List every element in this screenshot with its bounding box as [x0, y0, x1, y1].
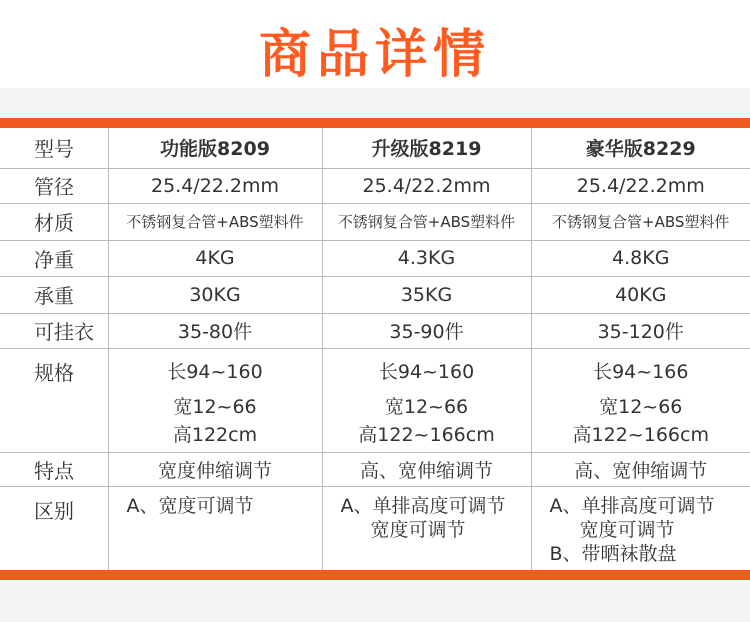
accent-band-top [0, 118, 750, 128]
model-name: 升级版8219 [322, 128, 531, 168]
table-cell: 35KG [322, 276, 531, 313]
table-cell [531, 486, 750, 570]
table-cell: 30KG [108, 276, 322, 313]
table-cell: 4KG [108, 240, 322, 276]
spec-line: 高122~166cm [358, 423, 495, 446]
table-cell: 4.8KG [531, 240, 750, 276]
row-label-model: 型号 [0, 128, 108, 168]
table-row [0, 240, 750, 276]
difference-line: B、带晒袜散盘 [549, 542, 677, 565]
row-label: 区别 [0, 486, 108, 570]
spec-line: 宽12~66 [384, 395, 469, 418]
page-title: 商品详情 [258, 25, 491, 85]
table-row-model [0, 128, 750, 168]
table-cell: 不锈钢复合管+ABS塑料件 [322, 203, 531, 240]
table-cell: 25.4/22.2mm [531, 168, 750, 203]
row-label: 特点 [0, 452, 108, 486]
table-cell: 25.4/22.2mm [322, 168, 531, 203]
table-row-difference [0, 486, 750, 570]
row-label: 承重 [0, 276, 108, 313]
table-cell [322, 486, 531, 570]
row-label: 规格 [0, 348, 108, 452]
header [0, 0, 750, 88]
spec-table [0, 128, 750, 570]
table-cell: 宽度伸缩调节 [108, 452, 322, 486]
table-cell: 不锈钢复合管+ABS塑料件 [531, 203, 750, 240]
table-row-feature [0, 452, 750, 486]
difference-line: 宽度可调节 [370, 518, 466, 541]
table-cell [108, 486, 322, 570]
row-label: 材质 [0, 203, 108, 240]
spec-line: 高122~166cm [572, 423, 709, 446]
spec-line: 宽12~66 [599, 395, 683, 418]
table-cell: 4.3KG [322, 240, 531, 276]
row-label: 管径 [0, 168, 108, 203]
spec-line: 高122cm [172, 423, 258, 446]
table-cell: 不锈钢复合管+ABS塑料件 [108, 203, 322, 240]
table-row-spec [0, 348, 750, 452]
table-cell [322, 348, 531, 452]
spec-line: 长94~166 [593, 360, 689, 383]
model-name: 豪华版8229 [531, 128, 750, 168]
row-label: 可挂衣 [0, 313, 108, 348]
table-cell: 25.4/22.2mm [108, 168, 322, 203]
table-cell: 40KG [531, 276, 750, 313]
difference-line: A、单排高度可调节 [549, 494, 715, 517]
spec-line: 宽12~66 [173, 395, 257, 418]
difference-line: 宽度可调节 [579, 518, 675, 541]
table-cell [531, 348, 750, 452]
model-name: 功能版8209 [108, 128, 322, 168]
table-row [0, 276, 750, 313]
difference-line: A、宽度可调节 [126, 494, 254, 517]
table-row [0, 168, 750, 203]
table-row [0, 203, 750, 240]
difference-line: A、单排高度可调节 [340, 494, 506, 517]
table-cell: 35-90件 [322, 313, 531, 348]
accent-band-bottom [0, 570, 750, 580]
table-cell [108, 348, 322, 452]
table-cell: 35-120件 [531, 313, 750, 348]
spec-line: 长94~160 [378, 360, 475, 383]
table-cell: 高、宽伸缩调节 [322, 452, 531, 486]
spec-line: 长94~160 [167, 360, 263, 383]
table-cell: 高、宽伸缩调节 [531, 452, 750, 486]
table-cell: 35-80件 [108, 313, 322, 348]
row-label: 净重 [0, 240, 108, 276]
table-row [0, 313, 750, 348]
